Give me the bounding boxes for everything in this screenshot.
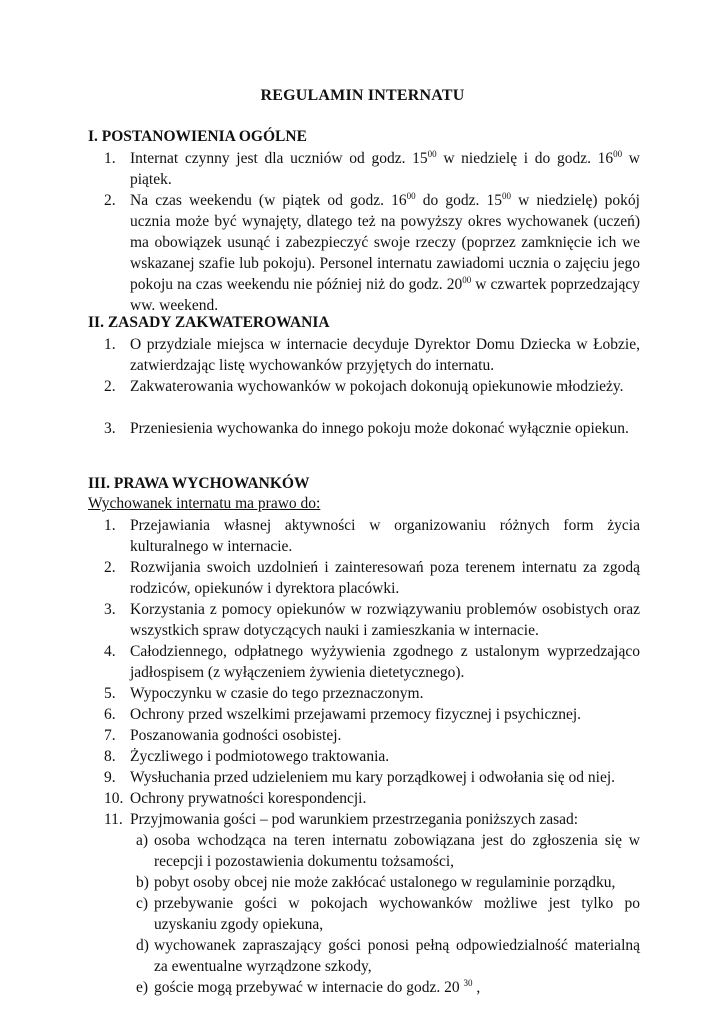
item-number: 1.: [104, 517, 116, 534]
item-number: 1.: [104, 336, 116, 353]
item-text: Przeniesienia wychowanka do innego pokoju może dokonać wyłącznie opiekun.: [130, 420, 629, 437]
sub-item-text: wychowanek zapraszający gości ponosi pełną odpowiedzialność materialną za ewentualne wyrządzone szkody,: [154, 937, 640, 975]
section-heading-accommodation: II. ZASADY ZAKWATEROWANIA: [88, 314, 330, 331]
list-item: [104, 515, 640, 557]
item-text: Poszanowania godności osobistej.: [130, 727, 342, 744]
list-item: [104, 809, 640, 830]
list-item: [104, 641, 640, 683]
sub-item-text: goście mogą przebywać w internacie do godz. 20 $^{30}$ ,: [154, 978, 481, 996]
sub-item-letter: c): [136, 895, 149, 912]
item-number: 5.: [104, 685, 116, 702]
sub-item-letter: a): [136, 832, 149, 849]
sub-item-letter: e): [136, 979, 149, 996]
item-text: Przyjmowania gości – pod warunkiem przestrzegania poniższych zasad:: [130, 811, 579, 828]
item-text: Wysłuchania przed udzieleniem mu kary porządkowej i odwołania się od niej.: [130, 769, 616, 786]
item-text: Życzliwego i podmiotowego traktowania.: [130, 748, 390, 765]
sub-item-text: pobyt osoby obcej nie może zakłócać ustalonego w regulaminie porządku,: [154, 874, 616, 891]
list-item: [104, 704, 640, 725]
item-text: Ochrony przed wszelkimi przejawami przemocy fizycznej i psychicznej.: [130, 706, 582, 723]
list-item: [104, 418, 640, 439]
sub-list-item: [136, 977, 640, 998]
list-item: [104, 376, 640, 397]
list-item: [104, 788, 640, 809]
item-number: 10.: [104, 790, 124, 807]
item-number: 9.: [104, 769, 116, 786]
item-text: Wypoczynku w czasie do tego przeznaczonym.: [130, 685, 424, 702]
item-number: 2.: [104, 378, 116, 395]
sub-item-text: osoba wchodząca na teren internatu zobowiązana jest do zgłoszenia się w recepcji i pozostawienia dokumentu tożsamości,: [154, 832, 640, 870]
item-number: 3.: [104, 601, 116, 618]
list-item: [104, 334, 640, 376]
item-number: 8.: [104, 748, 116, 765]
item-number: 4.: [104, 643, 116, 660]
sub-list-item: [136, 935, 640, 977]
section-heading-rights: III. PRAWA WYCHOWANKÓW: [88, 475, 310, 492]
item-number: 2.: [104, 559, 116, 576]
item-number: 6.: [104, 706, 116, 723]
sub-item-letter: b): [136, 874, 149, 891]
sub-list-item: [136, 830, 640, 872]
section-heading-general: I. POSTANOWIENIA OGÓLNE: [88, 128, 307, 145]
sub-list-item: [136, 893, 640, 935]
list-item: [104, 599, 640, 641]
list-item: [104, 148, 640, 190]
list-item: [104, 767, 640, 788]
item-text: Na czas weekendu (w piątek od godz. $16^{00}$ do godz. $15^{00}$ w niedzielę) pokój ucznia może być wynajęty, dlatego też na powyższy okres wychowanek (uczeń) ma obowiązek usunąć i zabezpieczyć swoje rzeczy (poprzez zamknięcie ich we wskazanej szafie lub pokoju). Personel internatu zawiadomi ucznia o zajęciu jego pokoju na czas weekendu nie później niż do godz. $20^{00}$ w czwartek poprzedzający ww. weekend.: [130, 191, 640, 314]
list-item: [104, 190, 640, 316]
list-item: [104, 746, 640, 767]
list-item: [104, 557, 640, 599]
item-text: Ochrony prywatności korespondencji.: [130, 790, 367, 807]
sub-item-letter: d): [136, 937, 149, 954]
item-number: 3.: [104, 420, 116, 437]
item-text: Rozwijania swoich uzdolnień i zainteresowań poza terenem internatu za zgodą rodziców, opiekunów i dyrektora placówki.: [130, 559, 640, 597]
document-title: REGULAMIN INTERNATU: [260, 87, 465, 104]
item-number: 2.: [104, 192, 116, 209]
item-text: Internat czynny jest dla uczniów od godz. $15^{00}$ w niedzielę i do godz. $16^{00}$ w piątek.: [130, 149, 640, 188]
item-text: Zakwaterowania wychowanków w pokojach dokonują opiekunowie młodzieży.: [130, 378, 624, 395]
list-item: [104, 683, 640, 704]
item-number: 1.: [104, 150, 116, 167]
item-text: O przydziale miejsca w internacie decyduje Dyrektor Domu Dziecka w Łobzie, zatwierdzając listę wychowanków przyjętych do internatu.: [130, 336, 640, 374]
item-text: Całodziennego, odpłatnego wyżywienia zgodnego z ustalonym wyprzedzająco jadłospisem (z wyłączeniem żywienia dietetycznego).: [130, 643, 640, 681]
section-intro: Wychowanek internatu ma prawo do:: [88, 495, 321, 512]
list-item: [104, 725, 640, 746]
item-text: Przejawiania własnej aktywności w organizowaniu różnych form życia kulturalnego w internacie.: [130, 517, 640, 555]
item-number: 11.: [104, 811, 123, 828]
item-number: 7.: [104, 727, 116, 744]
item-text: Korzystania z pomocy opiekunów w rozwiązywaniu problemów osobistych oraz wszystkich spraw dotyczących nauki i zamieszkania w internacie.: [130, 601, 640, 639]
sub-list-item: [136, 872, 640, 893]
sub-item-text: przebywanie gości w pokojach wychowanków możliwe jest tylko po uzyskaniu zgody opiekuna,: [154, 895, 640, 933]
